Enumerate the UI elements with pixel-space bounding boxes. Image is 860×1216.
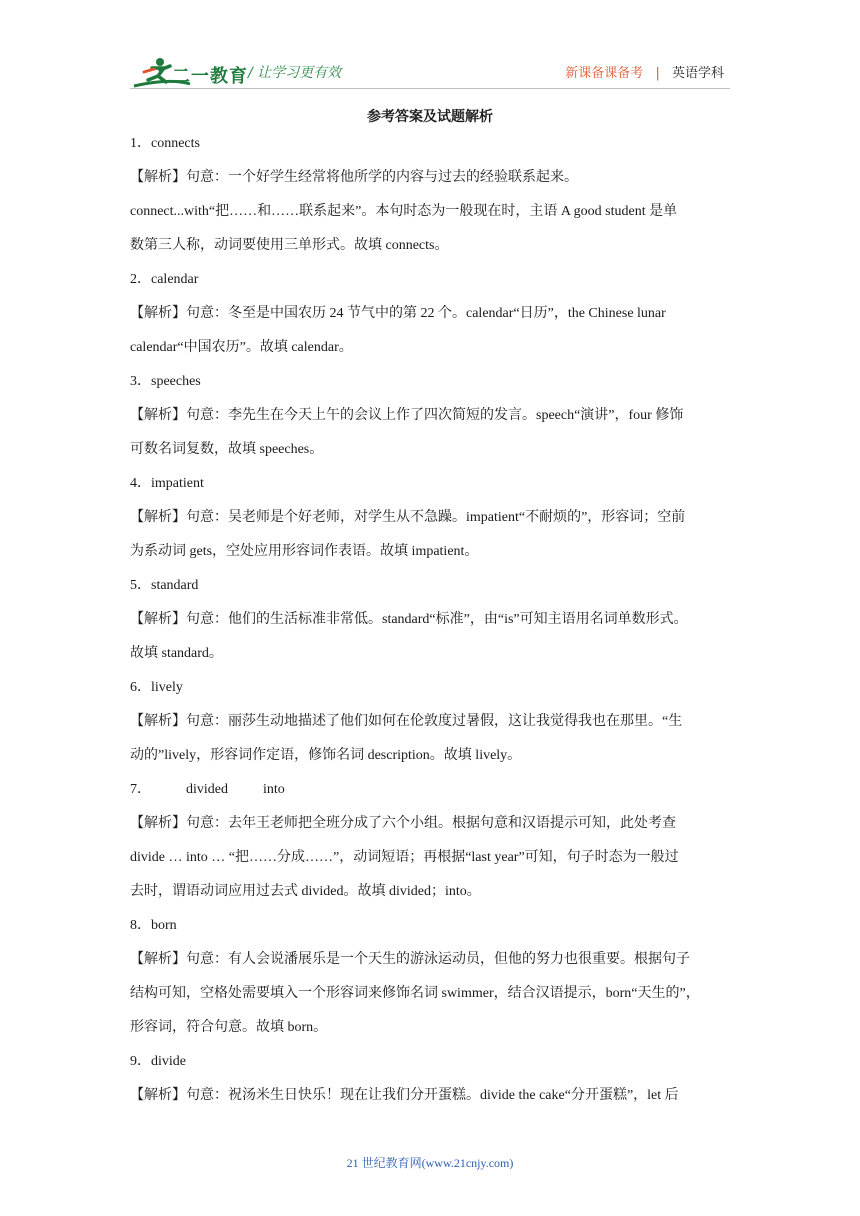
explanation-line: 【解析】句意：一个好学生经常将他所学的内容与过去的经验联系起来。: [130, 170, 578, 185]
logo-text: 二一教育: [172, 66, 248, 87]
answer-heading: 6．lively: [130, 680, 183, 695]
explanation-line: 动的”lively，形容词作定语，修饰名词 description。故填 lively。: [130, 748, 522, 763]
answer-heading: 4．impatient: [130, 476, 204, 491]
explanation-line: 数第三人称，动词要使用三单形式。故填 connects。: [130, 238, 449, 253]
explanation-line: 【解析】句意：他们的生活标准非常低。standard“标准”，由“is”可知主语用名词单数形式。: [130, 612, 688, 627]
explanation-line: 【解析】句意：吴老师是个好老师，对学生从不急躁。impatient“不耐烦的”，形容词；空前: [130, 510, 686, 525]
answer-heading: 8．born: [130, 918, 177, 933]
header-divider: [130, 88, 730, 89]
explanation-line: 去时，谓语动词应用过去式 divided。故填 divided；into。: [130, 884, 481, 899]
explanation-line: 可数名词复数，故填 speeches。: [130, 442, 324, 457]
explanation-line: 【解析】句意：李先生在今天上午的会议上作了四次简短的发言。speech“演讲”，four 修饰: [130, 408, 684, 423]
explanation-line: 为系动词 gets，空处应用形容词作表语。故填 impatient。: [130, 544, 479, 559]
explanation-line: calendar“中国农历”。故填 calendar。: [130, 340, 353, 355]
brand-tag: 新课备课备考: [565, 66, 644, 81]
explanation-line: 【解析】句意：去年王老师把全班分成了六个小组。根据句意和汉语提示可知，此处考查: [130, 816, 676, 831]
explanation-line: 形容词，符合句意。故填 born。: [130, 1020, 328, 1035]
answer-heading: 2．calendar: [130, 272, 199, 287]
slogan: / 让学习更有效: [248, 65, 342, 81]
footer-source: 21 世纪教育网(www.21cnjy.com): [346, 1156, 514, 1170]
header-separator: |: [655, 66, 660, 81]
explanation-line: 【解析】句意：祝汤米生日快乐！现在让我们分开蛋糕。divide the cake“分开蛋糕”，let 后: [130, 1088, 679, 1103]
explanation-line: 【解析】句意：冬至是中国农历 24 节气中的第 22 个。calendar“日历”，the Chinese lunar: [130, 306, 666, 321]
answer-heading: 7． divided into: [130, 782, 285, 797]
explanation-line: 结构可知，空格处需要填入一个形容词来修饰名词 swimmer，结合汉语提示，born“天生的”，: [130, 986, 700, 1001]
page-title: 参考答案及试题解析: [367, 109, 493, 125]
answer-heading: 1．connects: [130, 136, 200, 151]
explanation-line: connect...with“把……和……联系起来”。本句时态为一般现在时，主语 A good student 是单: [130, 204, 678, 219]
explanation-line: 故填 standard。: [130, 646, 223, 661]
subject-label: 英语学科: [671, 66, 724, 81]
explanation-line: divide … into … “把……分成……”，动词短语；再根据“last year”可知，句子时态为一般过: [130, 850, 679, 865]
answer-heading: 5．standard: [130, 578, 199, 593]
answer-content: [130, 134, 730, 1120]
answer-heading: 3．speeches: [130, 374, 201, 389]
explanation-line: 【解析】句意：有人会说潘展乐是一个天生的游泳运动员，但他的努力也很重要。根据句子: [130, 952, 690, 967]
page-header: [0, 0, 860, 100]
explanation-line: 【解析】句意：丽莎生动地描述了他们如何在伦敦度过暑假，这让我觉得我也在那里。“生: [130, 714, 683, 729]
answer-heading: 9．divide: [130, 1054, 186, 1069]
header-right: [565, 62, 724, 81]
